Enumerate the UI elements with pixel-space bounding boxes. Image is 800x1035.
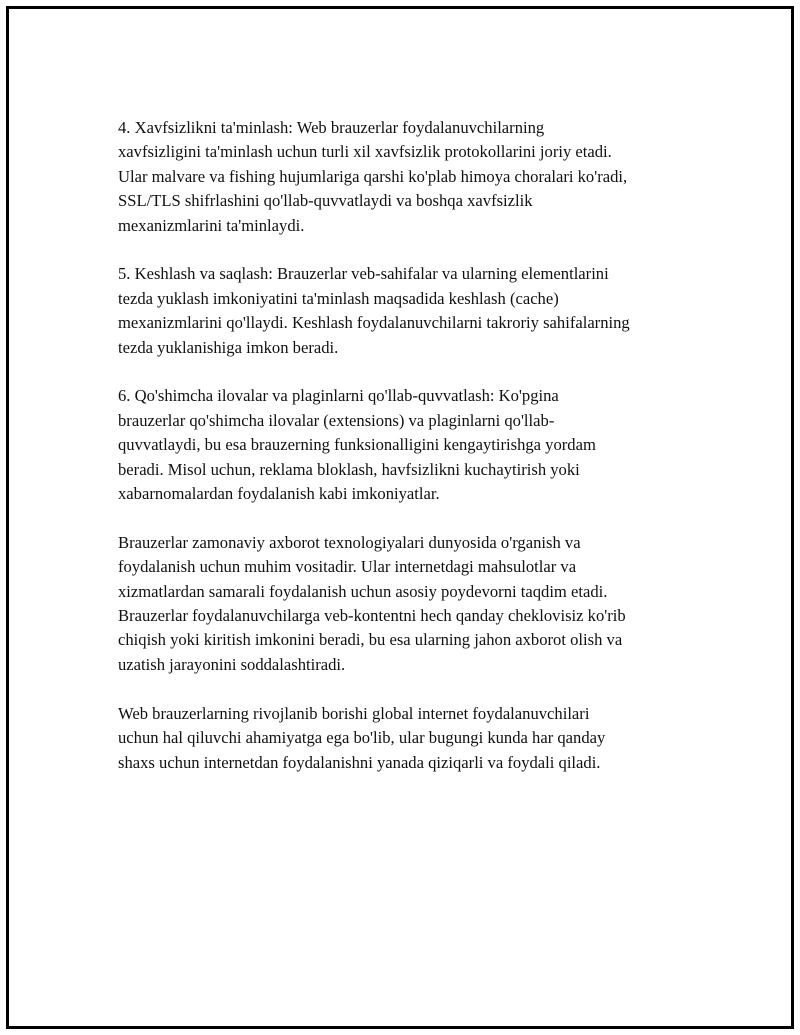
text-line: beradi. Misol uchun, reklama bloklash, havfsizlikni kuchaytirish yoki: [118, 459, 580, 479]
text-line: mexanizmlarini qo'llaydi. Keshlash foydalanuvchilarni takroriy sahifalarning: [118, 313, 630, 333]
paragraph-importance: [118, 531, 698, 677]
text-line: xizmatlardan samarali foydalanish uchun asosiy poydevorni taqdim etadi.: [118, 581, 608, 601]
document-body: [118, 116, 698, 799]
paragraph-conclusion: [118, 702, 698, 775]
text-line: SSL/TLS shifrlashini qo'llab-quvvatlaydi va boshqa xavfsizlik: [118, 191, 533, 211]
text-line: uchun hal qiluvchi ahamiyatga ega bo'lib, ular bugungi kunda har qanday: [118, 728, 606, 748]
text-line: Brauzerlar foydalanuvchilarga veb-kontentni hech qanday cheklovisiz ko'rib: [118, 606, 626, 626]
text-line: chiqish yoki kiritish imkonini beradi, bu esa ularning jahon axborot olish va: [118, 630, 623, 650]
text-line: tezda yuklanishiga imkon beradi.: [118, 337, 339, 357]
paragraph-security: [118, 116, 698, 238]
text-line: 5. Keshlash va saqlash: Brauzerlar veb-sahifalar va ularning elementlarini: [118, 264, 609, 284]
text-line: Ular malvare va fishing hujumlariga qarshi ko'plab himoya choralari ko'radi,: [118, 166, 628, 186]
text-line: brauzerlar qo'shimcha ilovalar (extensions) va plaginlarni qo'llab-: [118, 410, 555, 430]
text-line: 4. Xavfsizlikni ta'minlash: Web brauzerlar foydalanuvchilarning: [118, 118, 545, 137]
text-line: mexanizmlarini ta'minlaydi.: [118, 215, 305, 235]
text-line: Brauzerlar zamonaviy axborot texnologiyalari dunyosida o'rganish va: [118, 532, 581, 552]
text-line: xabarnomalardan foydalanish kabi imkoniyatlar.: [118, 484, 440, 504]
text-line: 6. Qo'shimcha ilovalar va plaginlarni qo'llab-quvvatlash: Ko'pgina: [118, 386, 559, 406]
text-line: tezda yuklash imkoniyatini ta'minlash maqsadida keshlash (cache): [118, 288, 559, 308]
text-line: foydalanish uchun muhim vositadir. Ular internetdagi mahsulotlar va: [118, 557, 577, 577]
text-line: xavfsizligini ta'minlash uchun turli xil xavfsizlik protokollarini joriy etadi.: [118, 142, 612, 162]
text-line: uzatish jarayonini soddalashtiradi.: [118, 654, 346, 674]
text-line: quvvatlaydi, bu esa brauzerning funksionalligini kengaytirishga yordam: [118, 435, 596, 455]
text-line: Web brauzerlarning rivojlanib borishi global internet foydalanuvchilari: [118, 703, 590, 723]
paragraph-caching: [118, 262, 698, 360]
text-line: shaxs uchun internetdan foydalanishni yanada qiziqarli va foydali qiladi.: [118, 752, 601, 772]
paragraph-extensions: [118, 384, 698, 506]
